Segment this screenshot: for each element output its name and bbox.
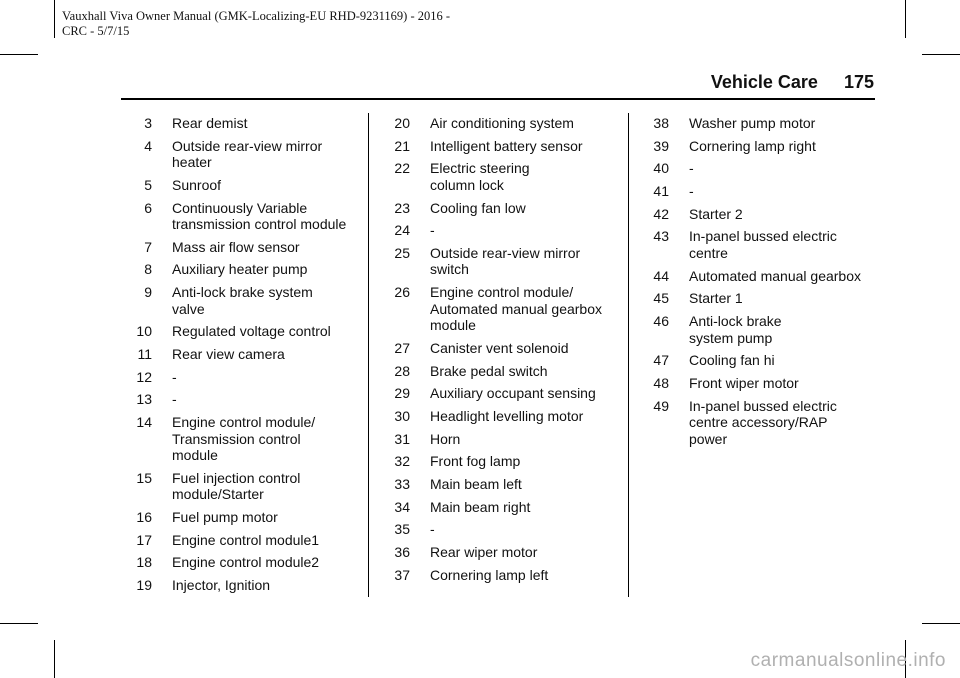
- fuse-number: 21: [394, 137, 410, 154]
- fuse-list-item: [645, 352, 877, 369]
- crop-mark-top-left-horizontal: [0, 54, 38, 55]
- header-rule: [121, 98, 875, 100]
- fuse-number: 42: [653, 205, 669, 222]
- fuse-list-item: [386, 200, 618, 217]
- fuse-list-item: [386, 476, 618, 493]
- fuse-number: 38: [653, 115, 669, 131]
- fuse-label: Rear demist: [172, 115, 248, 131]
- fuse-number: 5: [144, 176, 152, 193]
- fuse-list-item: [645, 228, 877, 261]
- fuse-label: Engine control module2: [172, 554, 320, 571]
- fuse-number: 41: [653, 183, 669, 200]
- fuse-number: 11: [137, 346, 152, 362]
- fuse-list-item: [386, 431, 618, 448]
- fuse-list-item: [128, 177, 360, 194]
- fuse-number: 45: [653, 290, 669, 307]
- fuse-label: Cooling fan hi: [689, 352, 775, 369]
- fuse-label: Anti-lock brake system valve: [172, 284, 313, 317]
- fuse-list-item: [645, 138, 877, 155]
- fuse-number: 49: [653, 397, 669, 414]
- fuse-label: Starter 1: [689, 290, 743, 307]
- fuse-label: Front fog lamp: [430, 453, 521, 470]
- crop-mark-top-left-vertical: [54, 0, 55, 38]
- fuse-label: Washer pump motor: [689, 115, 816, 131]
- fuse-number: 33: [394, 475, 410, 492]
- fuse-label: Horn: [430, 430, 461, 447]
- fuse-number: 24: [394, 222, 410, 239]
- fuse-list-item: [128, 509, 360, 526]
- fuse-list-item: [386, 521, 618, 538]
- fuse-list-item: [386, 408, 618, 425]
- fuse-list-item: [645, 160, 877, 177]
- fuse-list-item: [128, 261, 360, 278]
- fuse-list-item: [386, 160, 618, 193]
- fuse-number: 29: [394, 385, 410, 402]
- fuse-list-item: [645, 206, 877, 223]
- fuse-list-column-1: [128, 115, 360, 600]
- fuse-number: 17: [136, 531, 152, 548]
- fuse-label: Electric steering column lock: [430, 160, 530, 193]
- fuse-number: 12: [136, 368, 152, 385]
- fuse-list-column-3: [645, 115, 877, 453]
- column-divider-1: [368, 113, 369, 597]
- fuse-label: Headlight levelling motor: [430, 407, 584, 424]
- fuse-number: 13: [136, 391, 152, 408]
- fuse-label: Intelligent battery sensor: [430, 137, 583, 154]
- fuse-number: 15: [136, 469, 152, 486]
- fuse-label: Rear wiper motor: [430, 544, 538, 560]
- fuse-number: 30: [394, 407, 410, 424]
- fuse-label: Outside rear-view mirror switch: [430, 244, 581, 278]
- fuse-number: 26: [394, 284, 410, 301]
- fuse-label: Rear view camera: [172, 346, 285, 362]
- fuse-list-item: [645, 290, 877, 307]
- crop-mark-bottom-left-vertical: [54, 640, 55, 678]
- fuse-label: Cooling fan low: [430, 199, 526, 216]
- fuse-list-item: [386, 115, 618, 132]
- fuse-number: 10: [136, 323, 152, 340]
- fuse-list-item: [128, 239, 360, 256]
- fuse-label: -: [172, 391, 177, 408]
- fuse-number: 46: [653, 313, 669, 329]
- fuse-list-item: [386, 385, 618, 402]
- fuse-list-item: [128, 414, 360, 464]
- fuse-label: Automated manual gearbox: [689, 267, 861, 284]
- fuse-number: 16: [136, 508, 152, 525]
- fuse-number: 36: [394, 544, 410, 560]
- fuse-number: 40: [653, 160, 669, 177]
- fuse-number: 34: [394, 498, 410, 515]
- fuse-number: 4: [144, 137, 152, 154]
- fuse-label: Continuously Variable transmission control module: [172, 199, 347, 233]
- fuse-list-item: [128, 369, 360, 386]
- fuse-number: 37: [394, 566, 410, 583]
- fuse-label: Outside rear-view mirror heater: [172, 137, 323, 171]
- fuse-label: Main beam left: [430, 475, 522, 492]
- fuse-label: Main beam right: [430, 498, 531, 515]
- print-metadata-line-1: Vauxhall Viva Owner Manual (GMK-Localizing-EU RHD-9231169) - 2016 -: [62, 9, 451, 23]
- fuse-list-item: [128, 200, 360, 233]
- fuse-list-item: [386, 499, 618, 516]
- fuse-list-item: [128, 346, 360, 363]
- fuse-label: -: [689, 183, 694, 200]
- fuse-label: Air conditioning system: [430, 115, 574, 131]
- fuse-list-item: [128, 554, 360, 571]
- fuse-number: 39: [653, 137, 669, 154]
- fuse-label: Front wiper motor: [689, 374, 799, 391]
- watermark: carmanualsonline.info: [750, 650, 946, 671]
- fuse-number: 27: [394, 339, 410, 356]
- fuse-number: 18: [136, 554, 152, 571]
- fuse-list-item: [645, 398, 877, 448]
- fuse-label: -: [430, 521, 435, 538]
- fuse-label: Brake pedal switch: [430, 362, 548, 379]
- print-metadata-line-2: CRC - 5/7/15: [62, 24, 130, 38]
- fuse-list-item: [128, 532, 360, 549]
- fuse-list-item: [128, 577, 360, 594]
- fuse-list-item: [386, 284, 618, 334]
- fuse-label: Mass air flow sensor: [172, 238, 300, 255]
- fuse-number: 14: [136, 414, 152, 431]
- fuse-label: Injector, Ignition: [172, 577, 271, 593]
- page-number: 175: [843, 72, 874, 92]
- fuse-label: In-panel bussed electric centre: [689, 228, 837, 261]
- fuse-label: Cornering lamp left: [430, 566, 549, 583]
- fuse-number: 7: [144, 238, 152, 255]
- fuse-number: 8: [144, 261, 152, 278]
- crop-mark-top-right-vertical: [905, 0, 906, 38]
- fuse-number: 47: [653, 352, 669, 369]
- fuse-list-item: [645, 115, 877, 132]
- fuse-label: Anti-lock brake system pump: [689, 313, 782, 346]
- fuse-number: 28: [394, 362, 410, 379]
- fuse-list-item: [128, 115, 360, 132]
- fuse-label: Sunroof: [172, 176, 222, 193]
- fuse-label: Regulated voltage control: [172, 323, 331, 340]
- fuse-list-item: [386, 340, 618, 357]
- fuse-label: -: [430, 222, 435, 239]
- fuse-label: Auxiliary heater pump: [172, 261, 308, 278]
- fuse-label: Fuel injection control module/Starter: [172, 469, 301, 503]
- fuse-list-item: [386, 222, 618, 239]
- fuse-list-item: [386, 453, 618, 470]
- fuse-list-item: [645, 183, 877, 200]
- fuse-number: 19: [136, 577, 152, 593]
- fuse-list-item: [386, 567, 618, 584]
- fuse-label: -: [172, 368, 177, 385]
- crop-mark-bottom-left-horizontal: [0, 623, 38, 624]
- fuse-number: 35: [394, 521, 410, 538]
- section-title: Vehicle Care: [710, 72, 818, 92]
- column-divider-2: [628, 113, 629, 597]
- fuse-list-item: [128, 323, 360, 340]
- fuse-list-item: [128, 391, 360, 408]
- fuse-number: 23: [394, 199, 410, 216]
- fuse-label: Engine control module/ Transmission control module: [172, 414, 316, 464]
- fuse-list-item: [645, 268, 877, 285]
- crop-mark-bottom-right-horizontal: [922, 623, 960, 624]
- page-header: [711, 72, 874, 93]
- fuse-number: 20: [394, 115, 410, 131]
- fuse-label: Fuel pump motor: [172, 508, 278, 525]
- print-metadata: [62, 9, 450, 39]
- fuse-number: 32: [394, 453, 410, 470]
- fuse-label: Starter 2: [689, 205, 743, 222]
- fuse-number: 3: [144, 115, 152, 131]
- fuse-list-column-2: [386, 115, 618, 589]
- fuse-label: Engine control module1: [172, 531, 320, 548]
- fuse-list-item: [386, 363, 618, 380]
- fuse-list-item: [645, 375, 877, 392]
- fuse-label: Auxiliary occupant sensing: [430, 385, 596, 402]
- fuse-label: -: [689, 160, 694, 177]
- fuse-list-item: [128, 470, 360, 503]
- fuse-number: 6: [144, 199, 152, 216]
- fuse-number: 22: [394, 160, 410, 177]
- fuse-number: 48: [653, 374, 669, 391]
- fuse-number: 44: [653, 267, 669, 284]
- fuse-number: 9: [144, 284, 152, 301]
- crop-mark-top-right-horizontal: [922, 54, 960, 55]
- fuse-number: 31: [394, 430, 410, 447]
- fuse-list-item: [128, 284, 360, 317]
- fuse-list-item: [128, 138, 360, 171]
- fuse-label: In-panel bussed electric centre accessory/RAP power: [689, 397, 837, 447]
- fuse-number: 25: [394, 244, 410, 261]
- fuse-label: Canister vent solenoid: [430, 339, 569, 356]
- fuse-list-item: [645, 313, 877, 346]
- fuse-list-item: [386, 544, 618, 561]
- fuse-label: Engine control module/ Automated manual gearbox module: [430, 284, 602, 334]
- fuse-list-item: [386, 245, 618, 278]
- fuse-number: 43: [653, 228, 669, 245]
- fuse-list-item: [386, 138, 618, 155]
- fuse-label: Cornering lamp right: [689, 137, 816, 154]
